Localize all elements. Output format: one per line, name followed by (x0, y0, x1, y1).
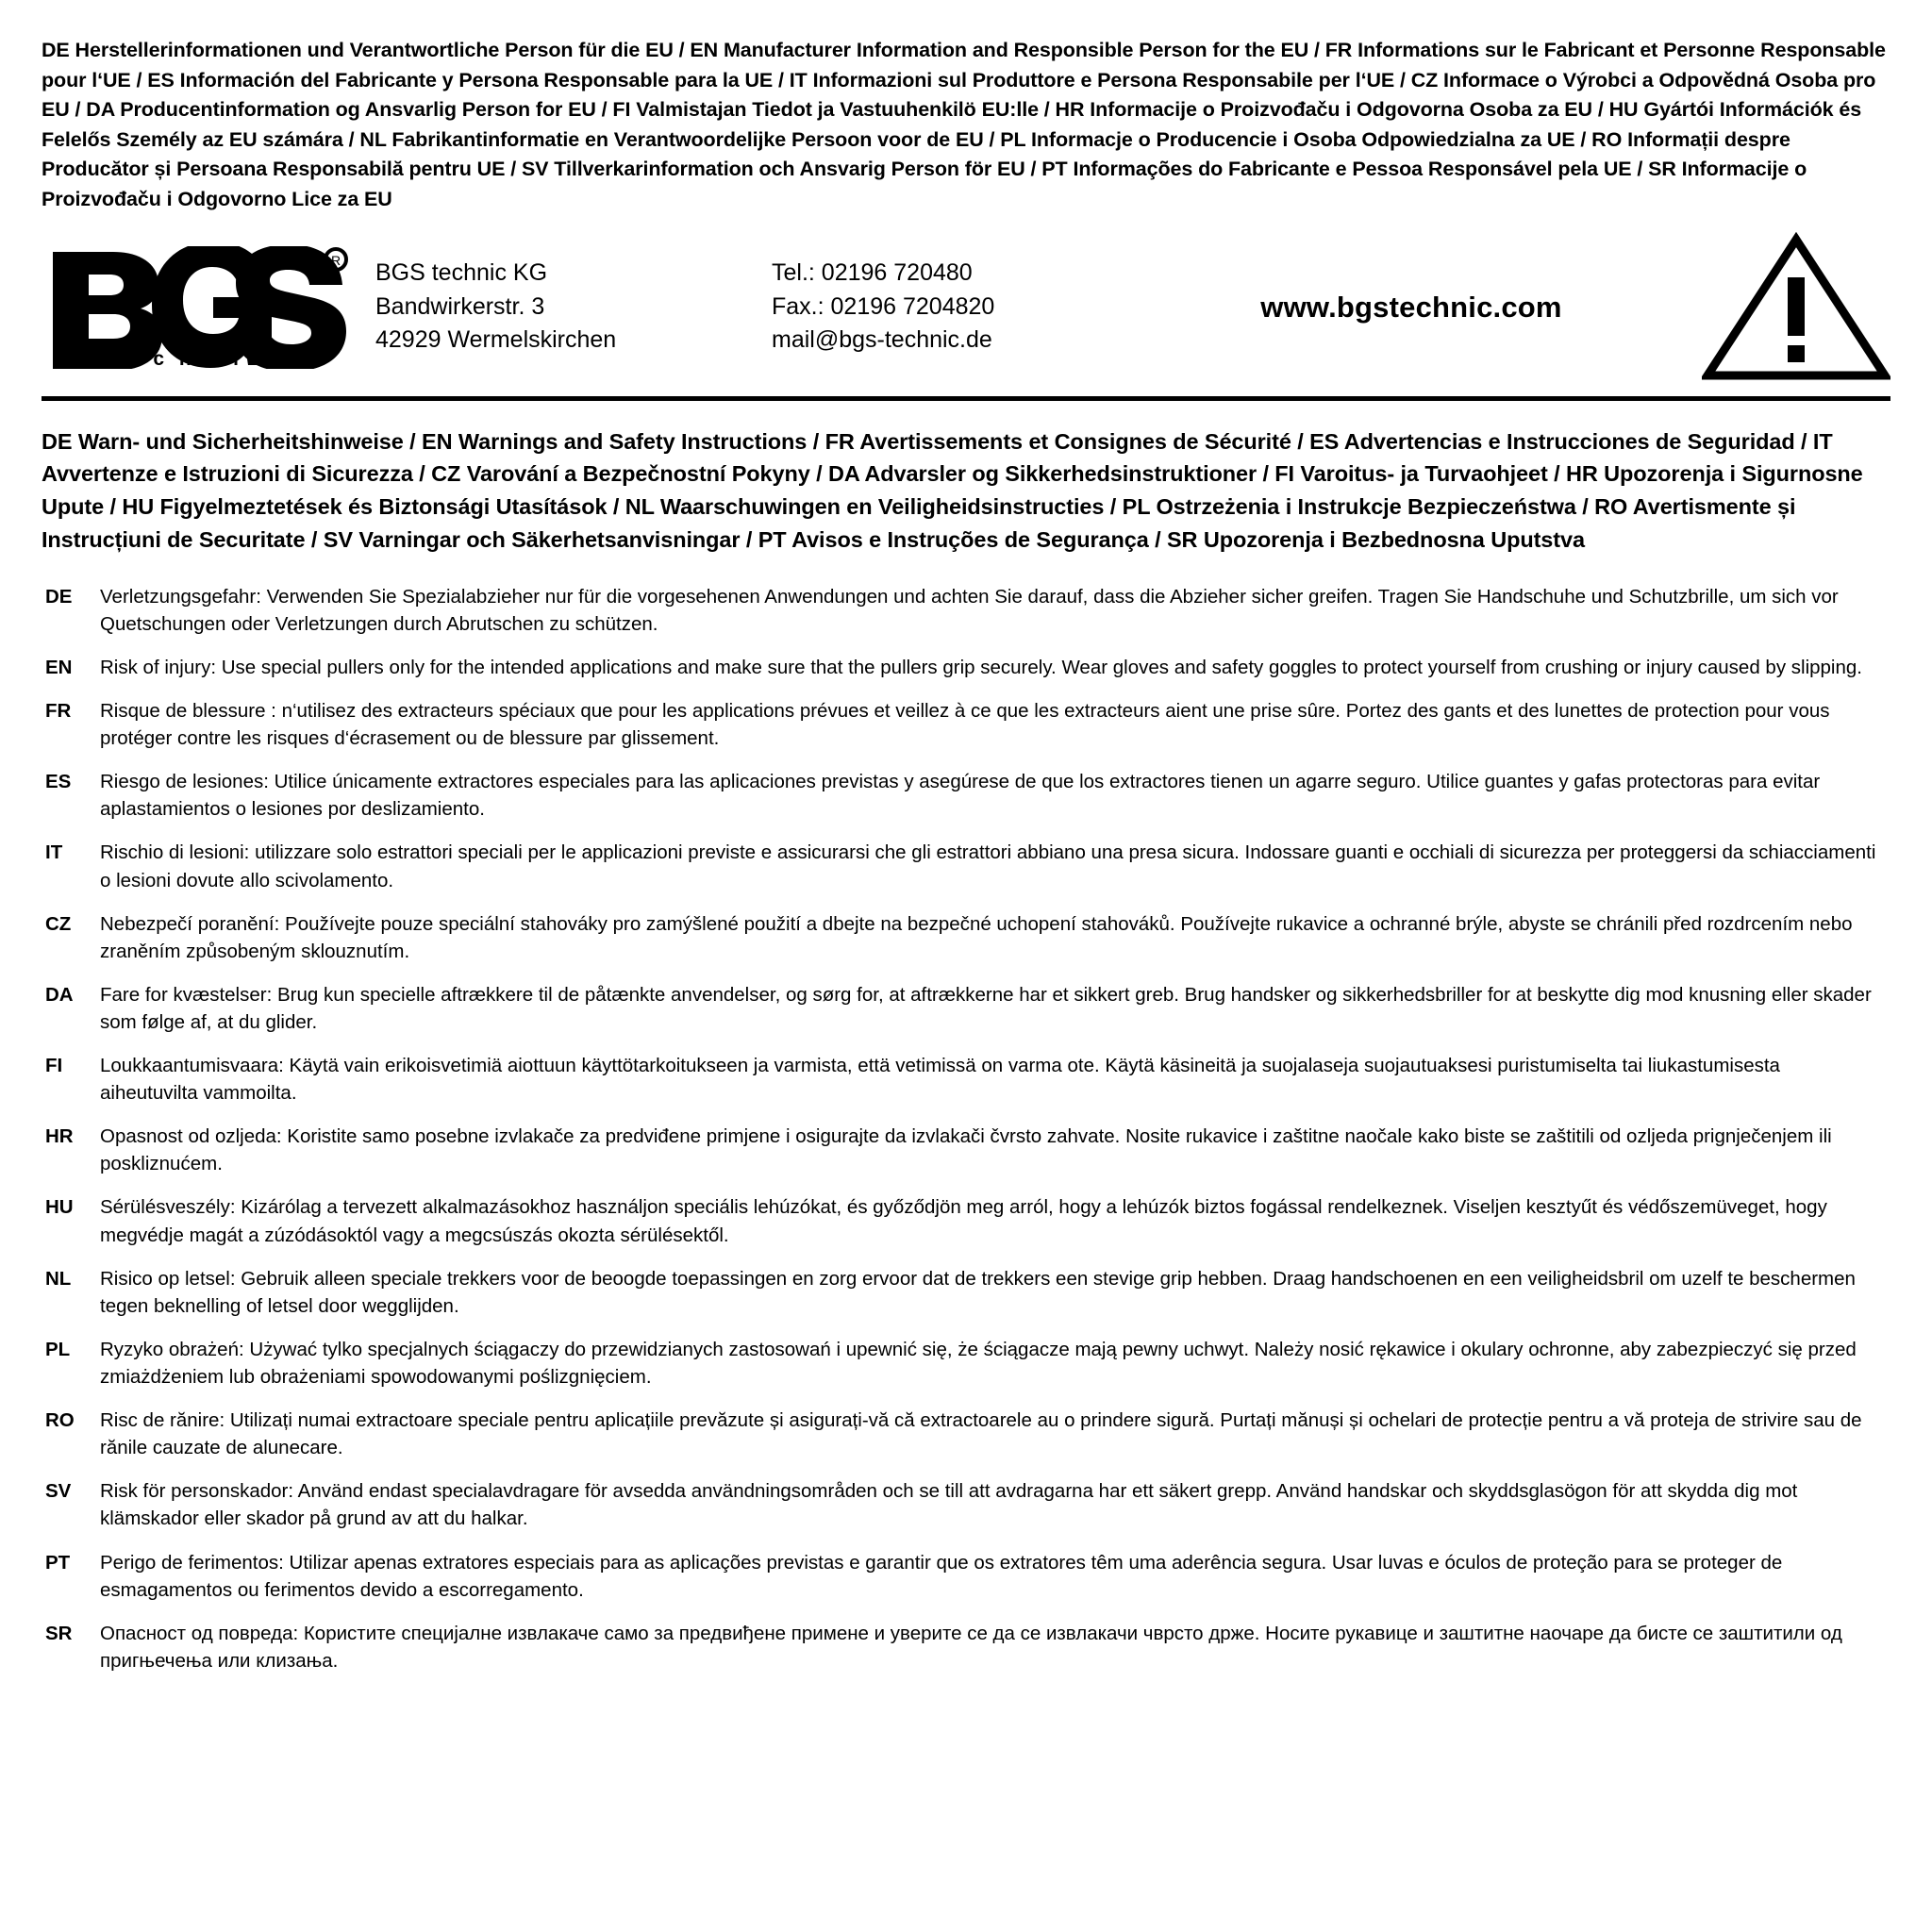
svg-text:t e c h n i c: t e c h n i c (106, 347, 270, 369)
company-address (358, 257, 772, 358)
warning-text: Loukkaantumisvaara: Käytä vain erikoisvetimiä aiottuun käyttötarkoitukseen ja varmista, että vetimissä on varma ote. Käytä käsineitä ja suojalaseja suojautuaksesi puristumiselta tai liukastumisesta aiheutuvilta vammoilta. (100, 1055, 1780, 1105)
warning-list (42, 583, 1890, 1674)
language-code: HU (45, 1196, 74, 1219)
warning-text: Risc de rănire: Utilizați numai extractoare speciale pentru aplicațiile prevăzute și asigurați-vă că extractoarele au o prindere sigură. Purtați mănuși și ochelari de protecție pentru a vă proteja de strivire sau de rănile cauzate de alunecare. (100, 1409, 1862, 1459)
company-contact (772, 257, 1149, 358)
warning-text: Fare for kvæstelser: Brug kun specielle aftrækkere til de påtænkte anvendelser, og sørg for, at aftrækkerne har et sikkert greb. Brug handsker og sikkerhedsbriller for at beskytte dig mod knusning eller skader som følge af, at du glider. (100, 983, 1872, 1033)
warning-text: Ryzyko obrażeń: Używać tylko specjalnych ściągaczy do przewidzianych zastosowań i upewnić się, że ściągacze mają pewny uchwyt. Należy nosić rękawice i okulary ochronne, aby zabezpieczyć się przed zmiażdżeniem lub obrażeniami spowodowanymi poślizgnięciem. (100, 1338, 1857, 1389)
language-code: DE (45, 585, 73, 608)
warning-row (42, 1549, 1890, 1604)
language-code: CZ (45, 912, 72, 935)
language-code: SR (45, 1622, 73, 1644)
language-code: FI (45, 1055, 63, 1077)
bgs-logo-icon (47, 246, 349, 369)
language-code: HR (45, 1125, 74, 1148)
warning-row (42, 839, 1890, 893)
language-code: ES (45, 771, 72, 793)
warning-row (42, 981, 1890, 1036)
language-code: PT (45, 1551, 71, 1574)
svg-text:R: R (330, 252, 341, 268)
language-code: NL (45, 1267, 72, 1290)
language-code: IT (45, 841, 63, 864)
language-code: RO (45, 1409, 75, 1432)
warning-row (42, 1193, 1890, 1248)
company-name: BGS technic KG (375, 259, 548, 287)
company-city: 42929 Wermelskirchen (375, 326, 617, 354)
language-code: EN (45, 656, 73, 678)
language-code: FR (45, 699, 72, 722)
warning-text: Nebezpečí poranění: Používejte pouze speciální stahováky pro zamýšlené použití a dbejte na bezpečné uchopení stahováků. Používejte rukavice a ochranné brýle, abyste se chránili před rozdrcením nebo zraněním způsobeným sklouznutím. (100, 912, 1853, 962)
warning-text: Rischio di lesioni: utilizzare solo estrattori speciali per le applicazioni previste e assicurarsi che gli estrattori abbiano una presa sicura. Indossare guanti e occhiali di sicurezza per proteggersi da schiacciamenti o lesioni dovute allo scivolamento. (100, 841, 1876, 891)
warning-text: Riesgo de lesiones: Utilice únicamente extractores especiales para las aplicaciones previstas y asegúrese de que los extractores tienen un agarre seguro. Utilice guantes y gafas protectoras para evitar aplastamientos o lesiones por deslizamiento. (100, 771, 1821, 821)
warning-text: Opasnost od ozljeda: Koristite samo posebne izvlakače za predviđene primjene i osigurajte da izvlakači čvrsto zahvate. Nosite rukavice i zaštitne naočale kako biste se zaštitili od ozljeda prignječenjem ili poskliznućem. (100, 1125, 1832, 1175)
company-website: www.bgstechnic.com (1260, 290, 1562, 324)
company-fax: Fax.: 02196 7204820 (772, 292, 995, 320)
warning-text: Sérülésveszély: Kizárólag a tervezett alkalmazásokhoz használjon speciális lehúzókat, és győződjön meg arról, hogy a lehúzók biztos fogással rendelkeznek. Viseljen kesztyűt és védőszemüveget, hogy megvédje magát a zúzódásoktól vagy a megcsúszás okozta sérülésektől. (100, 1196, 1827, 1246)
warning-text: Risk of injury: Use special pullers only for the intended applications and make sure that the pullers grip securely. Wear gloves and safety goggles to protect yourself from crushing or injury caused by slipping. (100, 656, 1862, 678)
company-street: Bandwirkerstr. 3 (375, 292, 545, 320)
warning-text: Perigo de ferimentos: Utilizar apenas extratores especiais para as aplicações previstas e garantir que os extratores têm uma aderência segura. Usar luvas e óculos de proteção para se proteger de esmagamentos ou ferimentos devido a escorregamento. (100, 1551, 1783, 1601)
language-code: PL (45, 1338, 71, 1360)
safety-section-heading: DE Warn- und Sicherheitshinweise / EN Warnings and Safety Instructions / FR Avertissements et Consignes de Sécurité / ES Advertencias e Instrucciones de Seguridad / IT Avvertenze e Istruzioni di Sicurezza / CZ Varování a Bezpečnostní Pokyny / DA Advarsler og Sikkerhedsinstruktioner / FI Varoitus- ja Turvaohjeet / HR Upozorenja i Sigurnosne Upute / HU Figyelmeztetések és Biztonsági Utasítások / NL Waarschuwingen en Veiligheidsinstructies / PL Ostrzeżenia i Instrukcje Bezpieczeństwa / RO Avertismente și Instrucțiuni de Securitate / SV Varningar och Säkerhetsanvisningar / PT Avisos e Instruções de Segurança / SR Upozorenja i Bezbednosna Uputstva (42, 428, 1863, 552)
warning-text: Verletzungsgefahr: Verwenden Sie Spezialabzieher nur für die vorgesehenen Anwendungen und achten Sie darauf, dass die Abzieher sicher greifen. Tragen Sie Handschuhe und Schutzbrille, um sich vor Quetschungen oder Verletzungen durch Abrutschen zu schützen. (100, 585, 1839, 635)
language-code: DA (45, 983, 74, 1006)
bgs-logo (42, 246, 358, 369)
warning-row (42, 910, 1890, 965)
warning-row (42, 1265, 1890, 1320)
warning-row (42, 1407, 1890, 1461)
warning-row (42, 654, 1890, 681)
warning-row (42, 697, 1890, 752)
company-phone: Tel.: 02196 720480 (772, 259, 973, 287)
warning-text: Risk för personskador: Använd endast specialavdragare för avsedda användningsområden och se till att avdragarna har ett säkert grepp. Använd handskar och skyddsglasögon för att skydda dig mot klämskador eller skador på grund av att du halkar. (100, 1480, 1798, 1530)
warning-text: Опасност од повреда: Користите специјалне извлакаче само за предвиђене примене и уверите се да се извлакачи чврсто држе. Носите рукавице и заштитне наочаре да бисте се заштитили од пригњечења или клизања. (100, 1622, 1842, 1672)
warning-row (42, 1123, 1890, 1177)
warning-row (42, 1620, 1890, 1674)
warning-triangle-icon (1702, 232, 1890, 383)
company-email: mail@bgs-technic.de (772, 326, 992, 354)
manufacturer-info-heading: DE Herstellerinformationen und Verantwortliche Person für die EU / EN Manufacturer Information and Responsible Person for the EU / FR Informations sur le Fabricant et Personne Responsable pour l‘UE / ES Información del Fabricante y Persona Responsable para la UE / IT Informazioni sul Produttore e Persona Responsabile per l‘UE / CZ Informace o Výrobci a Odpovědná Osoba pro EU / DA Producentinformation og Ansvarlig Person for EU / FI Valmistajan Tiedot ja Vastuuhenkilö EU:lle / HR Informacije o Proizvođaču i Odgovorna Osoba za EU / HU Gyártói Információk és Felelős Személy az EU számára / NL Fabrikantinformatie en Verantwoordelijke Persoon voor de EU / PL Informacje o Producencie i Osoba Odpowiedzialna za UE / RO Informații despre Producător și Persoana Responsabilă pentru UE / SV Tillverkarinformation och Ansvarig Person för EU / PT Informações do Fabricante e Pessoa Responsável pela UE / SR Informacije o Proizvođaču i Odgovorno Lice za EU (42, 39, 1886, 210)
language-code: SV (45, 1480, 72, 1503)
warning-text: Risque de blessure : n‘utilisez des extracteurs spéciaux que pour les applications prévues et veillez à ce que les extracteurs aient une prise sûre. Portez des gants et des lunettes de protection pour vous protéger contre les risques d‘écrasement ou de blessure par glissement. (100, 699, 1830, 750)
warning-text: Risico op letsel: Gebruik alleen speciale trekkers voor de beoogde toepassingen en zorg ervoor dat de trekkers een stevige grip hebben. Draag handschoenen en een veiligheidsbril om uzelf te beschermen tegen beknelling of letsel door wegglijden. (100, 1267, 1856, 1317)
warning-triangle (1692, 232, 1890, 383)
company-info-band (42, 232, 1890, 401)
warning-row (42, 1477, 1890, 1532)
warning-row (42, 1336, 1890, 1391)
warning-row (42, 1052, 1890, 1107)
warning-row (42, 768, 1890, 823)
warning-row (42, 583, 1890, 638)
